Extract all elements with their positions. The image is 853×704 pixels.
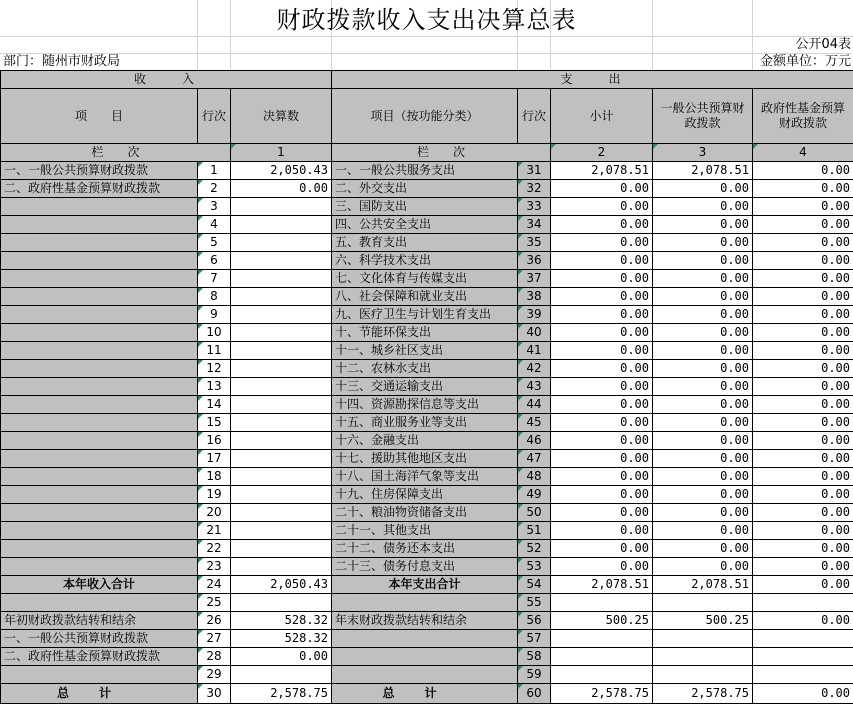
income-item-cell[interactable]: [1, 486, 198, 504]
budget-table: [0, 70, 853, 704]
expense-item-cell[interactable]: 五、教育支出: [332, 234, 518, 252]
income-line-no-cell[interactable]: 24: [198, 576, 231, 594]
expense-fund-budget-cell[interactable]: 0.00: [753, 486, 853, 504]
expense-line-no-cell[interactable]: 33: [518, 198, 551, 216]
expense-subtotal-cell[interactable]: 0.00: [551, 216, 653, 234]
income-amount-cell[interactable]: 2,050.43: [231, 576, 332, 594]
income-item-cell[interactable]: [1, 378, 198, 396]
income-item-cell[interactable]: [1, 234, 198, 252]
expense-general-budget-cell[interactable]: 0.00: [653, 378, 753, 396]
table-row: [1, 612, 853, 630]
income-item-cell[interactable]: 二、政府性基金预算财政拨款: [1, 180, 198, 198]
expense-item-cell[interactable]: 二十一、其他支出: [332, 522, 518, 540]
col-index-label: 栏 次: [1, 144, 231, 162]
expense-line-no-cell[interactable]: 43: [518, 378, 551, 396]
expense-item-cell[interactable]: 四、公共安全支出: [332, 216, 518, 234]
income-amount-cell[interactable]: [231, 450, 332, 468]
col-index-3: 3: [653, 144, 753, 162]
table-row: [1, 666, 853, 684]
income-item-cell[interactable]: [1, 450, 198, 468]
expense-general-budget-cell[interactable]: 0.00: [653, 180, 753, 198]
income-line-no-cell[interactable]: 5: [198, 234, 231, 252]
expense-general-budget-cell[interactable]: 0.00: [653, 504, 753, 522]
income-amount-cell[interactable]: [231, 558, 332, 576]
income-amount-cell[interactable]: [231, 522, 332, 540]
expense-line-no-cell[interactable]: 48: [518, 468, 551, 486]
income-item-cell[interactable]: [1, 414, 198, 432]
income-line-no-cell[interactable]: 27: [198, 630, 231, 648]
expense-line-no-cell[interactable]: 50: [518, 504, 551, 522]
expense-general-budget-cell[interactable]: 0.00: [653, 252, 753, 270]
income-item-cell[interactable]: [1, 306, 198, 324]
expense-fund-budget-cell[interactable]: 0.00: [753, 684, 853, 704]
expense-general-budget-cell[interactable]: 0.00: [653, 522, 753, 540]
income-item-cell[interactable]: [1, 360, 198, 378]
expense-subtotal-cell[interactable]: 0.00: [551, 360, 653, 378]
income-line-no-cell[interactable]: 4: [198, 216, 231, 234]
expense-general-budget-cell[interactable]: 0.00: [653, 270, 753, 288]
expense-line-no-cell[interactable]: 56: [518, 612, 551, 630]
income-item-cell[interactable]: [1, 540, 198, 558]
income-item-cell[interactable]: [1, 396, 198, 414]
income-line-no-cell[interactable]: 15: [198, 414, 231, 432]
section-header-row: [1, 71, 853, 89]
income-line-no-cell[interactable]: 3: [198, 198, 231, 216]
expense-general-budget-cell[interactable]: 0.00: [653, 558, 753, 576]
expense-subtotal-cell[interactable]: 2,578.75: [551, 684, 653, 704]
expense-item-cell[interactable]: 八、社会保障和就业支出: [332, 288, 518, 306]
table-row: [1, 414, 853, 432]
expense-item-cell[interactable]: 十四、资源勘探信息等支出: [332, 396, 518, 414]
expense-item-cell[interactable]: 十六、金融支出: [332, 432, 518, 450]
expense-general-budget-cell[interactable]: [653, 630, 753, 648]
expense-line-no-cell[interactable]: 53: [518, 558, 551, 576]
expense-line-no-cell[interactable]: 54: [518, 576, 551, 594]
expense-line-no-cell[interactable]: 57: [518, 630, 551, 648]
expense-line-no-cell[interactable]: 55: [518, 594, 551, 612]
gridline: [0, 53, 853, 54]
table-row: [1, 288, 853, 306]
income-item-cell[interactable]: [1, 504, 198, 522]
expense-subtotal-cell[interactable]: 0.00: [551, 378, 653, 396]
expense-line-no-cell[interactable]: 49: [518, 486, 551, 504]
table-row: [1, 630, 853, 648]
table-row: [1, 306, 853, 324]
income-amount-cell[interactable]: [231, 342, 332, 360]
expense-item-cell[interactable]: 十一、城乡社区支出: [332, 342, 518, 360]
income-line-no-cell[interactable]: 26: [198, 612, 231, 630]
expense-fund-budget-cell[interactable]: 0.00: [753, 558, 853, 576]
table-row: [1, 540, 853, 558]
income-line-no-cell[interactable]: 2: [198, 180, 231, 198]
income-amount-cell[interactable]: [231, 432, 332, 450]
table-row: [1, 504, 853, 522]
income-amount-cell[interactable]: [231, 216, 332, 234]
expense-general-budget-cell[interactable]: 0.00: [653, 216, 753, 234]
income-item-cell[interactable]: 本年收入合计: [1, 576, 198, 594]
income-item-cell[interactable]: [1, 198, 198, 216]
expense-subtotal-cell[interactable]: 0.00: [551, 558, 653, 576]
income-amount-cell[interactable]: [231, 540, 332, 558]
expense-subtotal-cell[interactable]: 0.00: [551, 324, 653, 342]
table-row: [1, 396, 853, 414]
table-row: [1, 252, 853, 270]
income-line-no-cell[interactable]: 20: [198, 504, 231, 522]
expense-subtotal-cell[interactable]: 500.25: [551, 612, 653, 630]
expense-section-header: 支 出: [332, 71, 853, 89]
income-line-no-cell[interactable]: 12: [198, 360, 231, 378]
header-line-no: 行次: [198, 89, 231, 144]
page-title: 财政拨款收入支出决算总表: [276, 6, 577, 34]
expense-general-budget-cell[interactable]: 0.00: [653, 396, 753, 414]
income-amount-cell[interactable]: [231, 288, 332, 306]
income-amount-cell[interactable]: [231, 594, 332, 612]
expense-item-cell[interactable]: 十三、交通运输支出: [332, 378, 518, 396]
expense-fund-budget-cell[interactable]: [753, 594, 853, 612]
expense-item-cell[interactable]: 十九、住房保障支出: [332, 486, 518, 504]
income-item-cell[interactable]: [1, 270, 198, 288]
table-row: [1, 522, 853, 540]
expense-fund-budget-cell[interactable]: 0.00: [753, 504, 853, 522]
expense-subtotal-cell[interactable]: 2,078.51: [551, 162, 653, 180]
expense-line-no-cell[interactable]: 34: [518, 216, 551, 234]
expense-item-cell[interactable]: 七、文化体育与传媒支出: [332, 270, 518, 288]
income-line-no-cell[interactable]: 23: [198, 558, 231, 576]
expense-subtotal-cell[interactable]: 0.00: [551, 468, 653, 486]
expense-subtotal-cell[interactable]: [551, 666, 653, 684]
income-amount-cell[interactable]: [231, 396, 332, 414]
expense-subtotal-cell[interactable]: 0.00: [551, 432, 653, 450]
expense-general-budget-cell[interactable]: [653, 594, 753, 612]
expense-subtotal-cell[interactable]: 0.00: [551, 342, 653, 360]
column-header-row: [1, 89, 853, 144]
expense-line-no-cell[interactable]: 38: [518, 288, 551, 306]
expense-line-no-cell[interactable]: 35: [518, 234, 551, 252]
expense-line-no-cell[interactable]: 45: [518, 414, 551, 432]
expense-fund-budget-cell[interactable]: 0.00: [753, 522, 853, 540]
income-amount-cell[interactable]: 2,578.75: [231, 684, 332, 704]
table-row: [1, 216, 853, 234]
income-amount-cell[interactable]: [231, 468, 332, 486]
table-row: [1, 558, 853, 576]
expense-fund-budget-cell[interactable]: 0.00: [753, 324, 853, 342]
expense-item-cell[interactable]: [332, 666, 518, 684]
expense-line-no-cell[interactable]: 46: [518, 432, 551, 450]
table-row: [1, 486, 853, 504]
income-line-no-cell[interactable]: 1: [198, 162, 231, 180]
header-general-budget: 一般公共预算财政拨款: [653, 89, 753, 144]
expense-item-cell[interactable]: 本年支出合计: [332, 576, 518, 594]
expense-fund-budget-cell[interactable]: 0.00: [753, 468, 853, 486]
expense-line-no-cell[interactable]: 60: [518, 684, 551, 704]
department-label: 部门：随州市财政局: [3, 54, 121, 69]
table-row: [1, 180, 853, 198]
expense-general-budget-cell[interactable]: 0.00: [653, 468, 753, 486]
expense-subtotal-cell[interactable]: 0.00: [551, 252, 653, 270]
expense-item-cell[interactable]: [332, 630, 518, 648]
income-item-cell[interactable]: [1, 324, 198, 342]
income-item-cell[interactable]: 一、一般公共预算财政拨款: [1, 630, 198, 648]
expense-item-cell[interactable]: 六、科学技术支出: [332, 252, 518, 270]
form-code: 公开04表: [795, 37, 851, 52]
income-amount-cell[interactable]: [231, 234, 332, 252]
expense-item-cell[interactable]: 十、节能环保支出: [332, 324, 518, 342]
income-amount-cell[interactable]: [231, 378, 332, 396]
income-line-no-cell[interactable]: 8: [198, 288, 231, 306]
expense-line-no-cell[interactable]: 47: [518, 450, 551, 468]
expense-subtotal-cell[interactable]: 0.00: [551, 540, 653, 558]
expense-line-no-cell[interactable]: 36: [518, 252, 551, 270]
income-amount-cell[interactable]: [231, 324, 332, 342]
income-item-cell[interactable]: [1, 216, 198, 234]
expense-item-cell[interactable]: [332, 594, 518, 612]
expense-subtotal-cell[interactable]: 0.00: [551, 450, 653, 468]
income-item-cell[interactable]: [1, 432, 198, 450]
table-row: [1, 468, 853, 486]
income-line-no-cell[interactable]: 22: [198, 540, 231, 558]
expense-fund-budget-cell[interactable]: [753, 648, 853, 666]
header-item: 项 目: [1, 89, 198, 144]
income-line-no-cell[interactable]: 6: [198, 252, 231, 270]
expense-subtotal-cell[interactable]: [551, 648, 653, 666]
expense-subtotal-cell[interactable]: 0.00: [551, 522, 653, 540]
expense-subtotal-cell[interactable]: 2,078.51: [551, 576, 653, 594]
income-amount-cell[interactable]: [231, 504, 332, 522]
expense-fund-budget-cell[interactable]: 0.00: [753, 378, 853, 396]
income-item-cell[interactable]: [1, 522, 198, 540]
expense-subtotal-cell[interactable]: 0.00: [551, 306, 653, 324]
expense-item-cell[interactable]: 十七、援助其他地区支出: [332, 450, 518, 468]
col-index-1: 1: [231, 144, 332, 162]
income-line-no-cell[interactable]: 14: [198, 396, 231, 414]
income-amount-cell[interactable]: [231, 414, 332, 432]
income-line-no-cell[interactable]: 25: [198, 594, 231, 612]
table-row: [1, 648, 853, 666]
expense-general-budget-cell[interactable]: 2,078.51: [653, 162, 753, 180]
table-row: [1, 432, 853, 450]
expense-general-budget-cell[interactable]: 500.25: [653, 612, 753, 630]
expense-fund-budget-cell[interactable]: 0.00: [753, 540, 853, 558]
expense-item-cell[interactable]: 二十、粮油物资储备支出: [332, 504, 518, 522]
expense-general-budget-cell[interactable]: 0.00: [653, 198, 753, 216]
col-index-2: 2: [551, 144, 653, 162]
income-line-no-cell[interactable]: 19: [198, 486, 231, 504]
expense-fund-budget-cell[interactable]: 0.00: [753, 360, 853, 378]
expense-fund-budget-cell[interactable]: 0.00: [753, 252, 853, 270]
income-line-no-cell[interactable]: 16: [198, 432, 231, 450]
income-amount-cell[interactable]: [231, 252, 332, 270]
expense-fund-budget-cell[interactable]: 0.00: [753, 396, 853, 414]
income-item-cell[interactable]: 一、一般公共预算财政拨款: [1, 162, 198, 180]
expense-item-cell[interactable]: 九、医疗卫生与计划生育支出: [332, 306, 518, 324]
expense-fund-budget-cell[interactable]: 0.00: [753, 216, 853, 234]
expense-item-cell[interactable]: [332, 648, 518, 666]
expense-fund-budget-cell[interactable]: 0.00: [753, 612, 853, 630]
table-row: [1, 162, 853, 180]
income-amount-cell[interactable]: [231, 306, 332, 324]
income-line-no-cell[interactable]: 21: [198, 522, 231, 540]
expense-fund-budget-cell[interactable]: 0.00: [753, 342, 853, 360]
unit-label: 金额单位：万元: [759, 54, 851, 69]
expense-general-budget-cell[interactable]: 0.00: [653, 360, 753, 378]
income-item-cell[interactable]: 年初财政拨款结转和结余: [1, 612, 198, 630]
expense-item-cell[interactable]: 二十二、债务还本支出: [332, 540, 518, 558]
table-row: [1, 342, 853, 360]
expense-line-no-cell[interactable]: 41: [518, 342, 551, 360]
expense-line-no-cell[interactable]: 31: [518, 162, 551, 180]
expense-subtotal-cell[interactable]: 0.00: [551, 396, 653, 414]
income-amount-cell[interactable]: 0.00: [231, 648, 332, 666]
header-line-no-2: 行次: [518, 89, 551, 144]
income-item-cell[interactable]: [1, 468, 198, 486]
income-amount-cell[interactable]: [231, 198, 332, 216]
expense-fund-budget-cell[interactable]: 0.00: [753, 288, 853, 306]
expense-item-cell[interactable]: 年末财政拨款结转和结余: [332, 612, 518, 630]
income-amount-cell[interactable]: 0.00: [231, 180, 332, 198]
expense-general-budget-cell[interactable]: 0.00: [653, 306, 753, 324]
expense-fund-budget-cell[interactable]: [753, 666, 853, 684]
expense-fund-budget-cell[interactable]: 0.00: [753, 576, 853, 594]
expense-subtotal-cell[interactable]: [551, 630, 653, 648]
column-index-row: [1, 144, 853, 162]
col-index-label-2: 栏 次: [332, 144, 551, 162]
table-row: [1, 270, 853, 288]
expense-general-budget-cell[interactable]: 0.00: [653, 432, 753, 450]
expense-general-budget-cell[interactable]: 0.00: [653, 450, 753, 468]
expense-fund-budget-cell[interactable]: 0.00: [753, 198, 853, 216]
expense-general-budget-cell[interactable]: 0.00: [653, 288, 753, 306]
income-section-header: 收 入: [1, 71, 332, 89]
income-item-cell[interactable]: [1, 594, 198, 612]
expense-line-no-cell[interactable]: 39: [518, 306, 551, 324]
expense-subtotal-cell[interactable]: 0.00: [551, 234, 653, 252]
header-func-item: 项目（按功能分类）: [332, 89, 518, 144]
expense-item-cell[interactable]: 总计: [332, 684, 518, 704]
income-line-no-cell[interactable]: 30: [198, 684, 231, 704]
col-index-4: 4: [753, 144, 853, 162]
expense-general-budget-cell[interactable]: 0.00: [653, 324, 753, 342]
expense-subtotal-cell[interactable]: 0.00: [551, 504, 653, 522]
expense-item-cell[interactable]: 三、国防支出: [332, 198, 518, 216]
expense-subtotal-cell[interactable]: 0.00: [551, 270, 653, 288]
income-item-cell[interactable]: [1, 558, 198, 576]
expense-line-no-cell[interactable]: 40: [518, 324, 551, 342]
expense-line-no-cell[interactable]: 37: [518, 270, 551, 288]
income-line-no-cell[interactable]: 9: [198, 306, 231, 324]
expense-fund-budget-cell[interactable]: 0.00: [753, 180, 853, 198]
table-row: [1, 684, 853, 704]
expense-line-no-cell[interactable]: 58: [518, 648, 551, 666]
expense-item-cell[interactable]: 十二、农林水支出: [332, 360, 518, 378]
income-amount-cell[interactable]: [231, 360, 332, 378]
income-amount-cell[interactable]: [231, 270, 332, 288]
income-item-cell[interactable]: [1, 288, 198, 306]
expense-line-no-cell[interactable]: 59: [518, 666, 551, 684]
income-line-no-cell[interactable]: 10: [198, 324, 231, 342]
expense-fund-budget-cell[interactable]: 0.00: [753, 414, 853, 432]
table-row: [1, 234, 853, 252]
expense-fund-budget-cell[interactable]: 0.00: [753, 450, 853, 468]
expense-general-budget-cell[interactable]: 0.00: [653, 342, 753, 360]
table-row: [1, 594, 853, 612]
income-line-no-cell[interactable]: 7: [198, 270, 231, 288]
income-amount-cell[interactable]: 2,050.43: [231, 162, 332, 180]
income-line-no-cell[interactable]: 28: [198, 648, 231, 666]
expense-line-no-cell[interactable]: 44: [518, 396, 551, 414]
income-item-cell[interactable]: [1, 666, 198, 684]
expense-general-budget-cell[interactable]: 2,578.75: [653, 684, 753, 704]
expense-subtotal-cell[interactable]: 0.00: [551, 288, 653, 306]
expense-subtotal-cell[interactable]: 0.00: [551, 198, 653, 216]
income-line-no-cell[interactable]: 18: [198, 468, 231, 486]
header-final-amount: 决算数: [231, 89, 332, 144]
expense-fund-budget-cell[interactable]: 0.00: [753, 162, 853, 180]
header-fund-budget: 政府性基金预算财政拨款: [753, 89, 853, 144]
expense-general-budget-cell[interactable]: 0.00: [653, 234, 753, 252]
income-line-no-cell[interactable]: 17: [198, 450, 231, 468]
income-amount-cell[interactable]: 528.32: [231, 630, 332, 648]
income-item-cell[interactable]: [1, 342, 198, 360]
income-line-no-cell[interactable]: 13: [198, 378, 231, 396]
income-amount-cell[interactable]: 528.32: [231, 612, 332, 630]
expense-subtotal-cell[interactable]: 0.00: [551, 180, 653, 198]
expense-general-budget-cell[interactable]: [653, 648, 753, 666]
expense-general-budget-cell[interactable]: [653, 666, 753, 684]
income-line-no-cell[interactable]: 11: [198, 342, 231, 360]
table-row: [1, 324, 853, 342]
expense-line-no-cell[interactable]: 51: [518, 522, 551, 540]
table-row: [1, 360, 853, 378]
expense-general-budget-cell[interactable]: 0.00: [653, 540, 753, 558]
expense-subtotal-cell[interactable]: [551, 594, 653, 612]
expense-fund-budget-cell[interactable]: 0.00: [753, 306, 853, 324]
table-row: [1, 576, 853, 594]
header-subtotal: 小计: [551, 89, 653, 144]
expense-fund-budget-cell[interactable]: 0.00: [753, 270, 853, 288]
expense-line-no-cell[interactable]: 32: [518, 180, 551, 198]
table-row: [1, 378, 853, 396]
income-amount-cell[interactable]: [231, 486, 332, 504]
expense-subtotal-cell[interactable]: 0.00: [551, 486, 653, 504]
expense-general-budget-cell[interactable]: 2,078.51: [653, 576, 753, 594]
expense-line-no-cell[interactable]: 42: [518, 360, 551, 378]
expense-fund-budget-cell[interactable]: 0.00: [753, 432, 853, 450]
income-amount-cell[interactable]: [231, 666, 332, 684]
expense-item-cell[interactable]: 一、一般公共服务支出: [332, 162, 518, 180]
expense-fund-budget-cell[interactable]: [753, 630, 853, 648]
expense-line-no-cell[interactable]: 52: [518, 540, 551, 558]
income-item-cell[interactable]: [1, 252, 198, 270]
table-row: [1, 198, 853, 216]
table-row: [1, 450, 853, 468]
expense-fund-budget-cell[interactable]: 0.00: [753, 234, 853, 252]
expense-item-cell[interactable]: 二、外交支出: [332, 180, 518, 198]
expense-item-cell[interactable]: 二十三、债务付息支出: [332, 558, 518, 576]
income-line-no-cell[interactable]: 29: [198, 666, 231, 684]
expense-item-cell[interactable]: 十五、商业服务业等支出: [332, 414, 518, 432]
expense-general-budget-cell[interactable]: 0.00: [653, 414, 753, 432]
expense-subtotal-cell[interactable]: 0.00: [551, 414, 653, 432]
income-item-cell[interactable]: 二、政府性基金预算财政拨款: [1, 648, 198, 666]
expense-general-budget-cell[interactable]: 0.00: [653, 486, 753, 504]
income-item-cell[interactable]: 总计: [1, 684, 198, 704]
expense-item-cell[interactable]: 十八、国土海洋气象等支出: [332, 468, 518, 486]
